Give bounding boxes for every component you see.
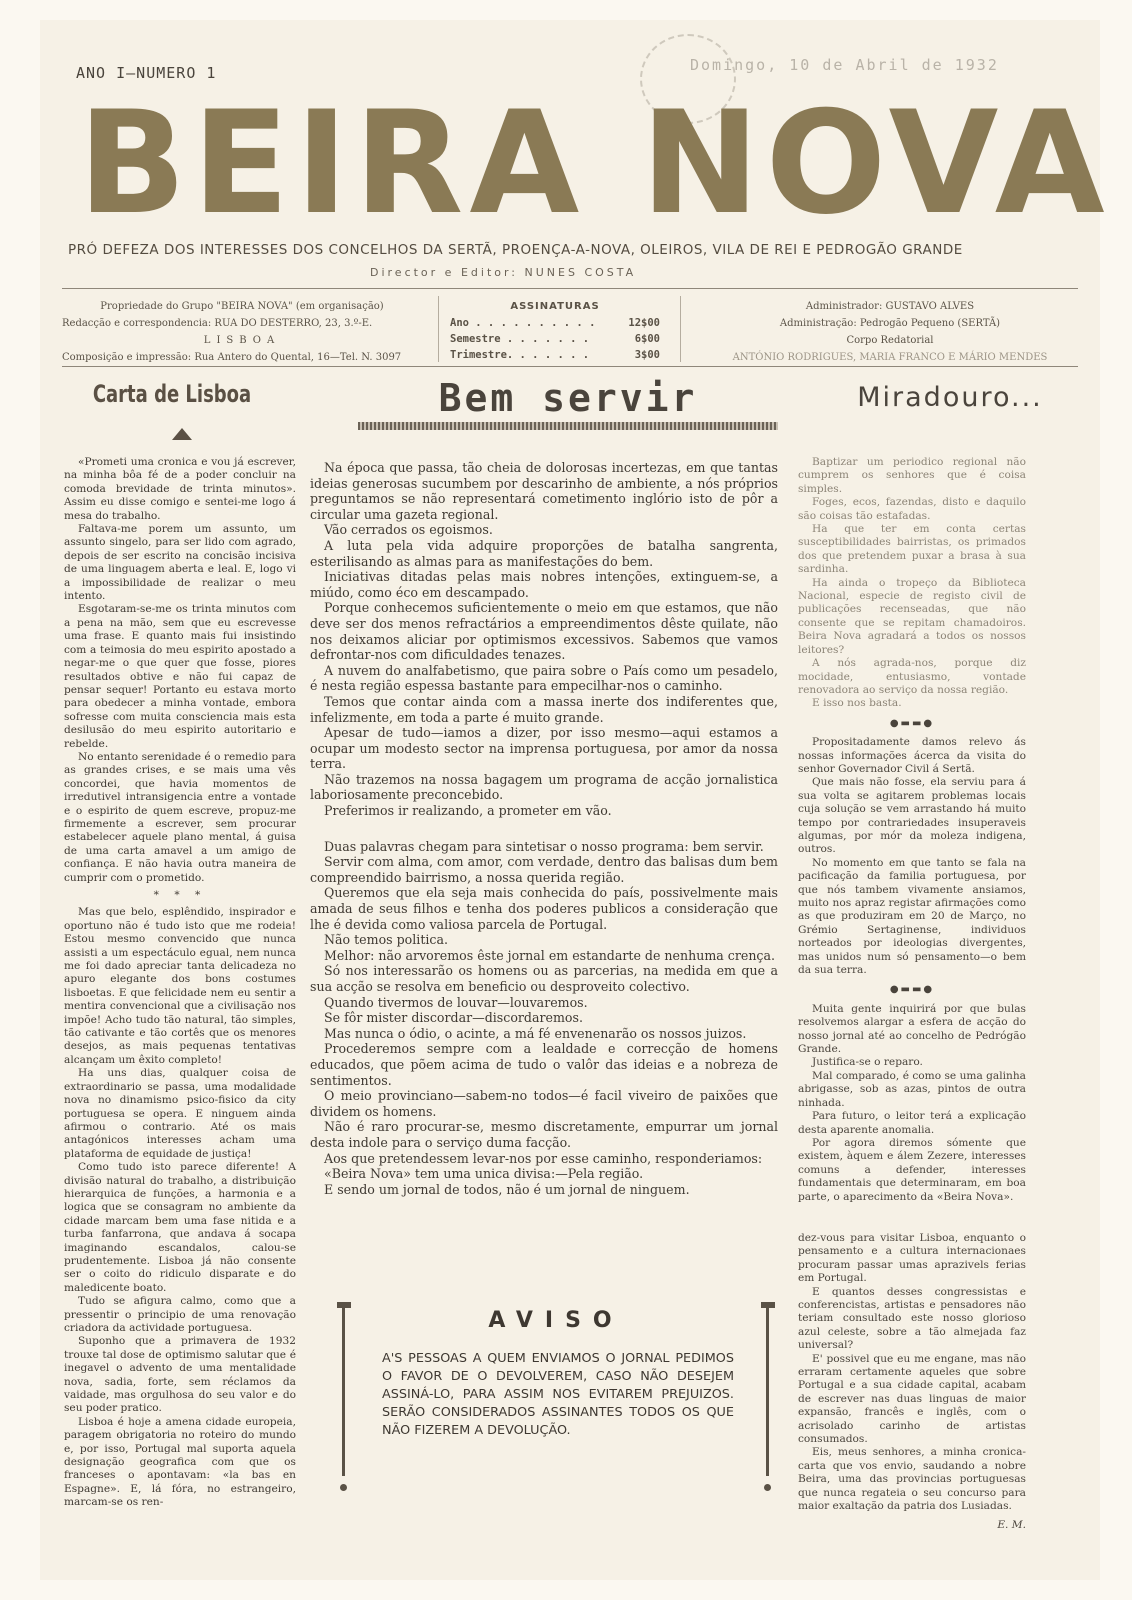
issue-number: ANO I—NUMERO 1 [76,64,217,82]
notice-title: AVISO [488,1308,624,1333]
column-gap [310,819,778,839]
subscription-row: Ano . . . . . . . . . . 12$00 [450,317,660,329]
paragraph: Mas que belo, esplêndido, inspirador e oportuno não é tudo isto que me rodeia! Estou mesmo convencido que nunca assisti a um espectáculo egual, nem nunca me foi dado apreciar tanta delicadeza no apuro elegante dos bons costumes lisboetas. E que felicidade nem eu sentir a mentira convencional que a civilisação nos impõe! Acho tudo tão natural, tão simples, tão cativante e tão cortês que os menores desejos, as mais pequenas tentativas alcançam um êxito completo! [64,906,296,1066]
paragraph: Ha que ter em conta certas susceptibilidades bairristas, os primados dos que pretendem puxar a brasa à sua sardinha. [798,523,1026,576]
paragraph: Foges, ecos, fazendas, disto e daquilo são coisas tão estafadas. [798,496,1026,522]
city-line: LISBOA [203,335,281,346]
paragraph: «Prometi uma cronica e vou já escrever, na minha bôa fé de a poder concluir na comoda brevidade de trinta minutos». Assim eu disse comigo e sentei-me logo á mesa do trabalho. [64,456,296,522]
paragraph: A nuvem do analfabetismo, que paira sobre o País como um pesadelo, é nesta região espessa bastante para empecilhar-nos o caminho. [310,662,778,694]
paragraph: «Beira Nova» tem uma unica divisa:—Pela região. [324,1166,644,1182]
paragraph: Preferimos ir realizando, a prometer em vão. [324,803,612,819]
paragraph: Temos que contar ainda com a massa inerte dos indiferentes que, infelizmente, em toda a parte é muito grande. [310,693,778,725]
paragraph: Na época que passa, tão cheia de dolorosas incertezas, em que tantas ideias generosas sucumbem por descarinho de ambiente, a nós próprios preguntamos se não representará cometimento inglório isto de pôr a circular uma gazeta regional. [310,460,778,522]
paragraph: Esgotaram-se-me os trinta minutos com a pena na mão, sem que eu escrevesse uma frase. E quanto mais fui insistindo com a teimosia do meu espirito apostado a negar-me o que quer que fosse, piores resultados obtive e não fui capaz de pensar sequer! Portanto eu estava morto para obedecer a minha vontade, embora sofresse com muita consciencia mais esta desilusão do meu espirito autoritario e rebelde. [64,603,296,750]
notice-box [336,1304,776,1500]
section-ornament: ●▬▬● [889,984,935,996]
article-carta-de-lisboa [64,456,296,1510]
paragraph: No entanto serenidade é o remedio para as grandes crises, e se mais uma vês concordei, que havia momentos de irredutivel intransigencia entre a vontade e o espirito de quem escreve, propuz-me firmemente a escrever, sem procurar estabelecer aquele plano mental, á guisa de uma carta amavel a um amigo de confiança. E não havia outra maneira de cumprir com o prometido. [64,750,296,884]
paragraph: E isso nos basta. [812,697,902,710]
triangle-ornament-icon [172,428,192,440]
section-ornament: ●▬▬● [889,717,935,729]
paragraph: Que mais não fosse, ela serviu para á sua volta se agitarem problemas locais cuja solução se vem arrastando há muito tempo por contrariedades insuperaveis algumas, por mór da moleza indigena, outros. [798,776,1026,856]
paragraph: Aos que pretendessem levar-nos por esse caminho, responderiamos: [324,1150,763,1166]
paragraph: Ha uns dias, qualquer coisa de extraordinario se passa, uma modalidade nova no dinamismo psico-fisico da city portuguesa se opera. E ninguem ainda afirmou o contrario. Até os mais antagónicos interesses acham uma plataforma de equidade de justiça! [64,1067,296,1160]
paragraph: Ha ainda o tropeço da Biblioteca Nacional, especie de registo civil de publicações recenseadas, que não consente que se repitam chamadoiros. Beira Nova agradará a todos os nossos leitores? [798,576,1026,656]
newspaper-page [40,20,1111,1580]
paragraph: Quando tivermos de louvar—louvaremos. [324,994,588,1010]
column-gap [798,1204,1026,1232]
staff-line: ANTÓNIO RODRIGUES, MARIA FRANCO E MÁRIO MENDES [732,352,1048,363]
paragraph: Servir com alma, com amor, com verdade, dentro das balisas dum bem compreendido bairrismo, a nossa querida região. [310,854,778,885]
section-separator: * * * [153,889,207,901]
dot-ornament-icon [764,1484,771,1491]
paragraph: Apesar de tudo—iamos a dizer, por isso mesmo—aqui estamos a ocupar um modesto sector na imprensa portuguesa, por amor da nossa terra. [310,725,778,772]
paragraph: Por agora diremos sómente que existem, àquem e álem Zezere, interesses comuns a defender, interesses fundamentais que determinaram, em boa parte, o aparecimento da «Beira Nova». [798,1136,1026,1203]
paragraph: Não é raro procurar-se, mesmo discretamente, empurrar um jornal desta indole para o serviço duma facção. [310,1119,778,1150]
paragraph: Tudo se afigura calmo, como que a pressentir o principio de uma renovação criadora da actividade portuguesa. [64,1295,296,1334]
paragraph: Queremos que ela seja mais conhecida do país, possivelmente mais amada de seus filhos e tenha dos poderes publicos a consideração que lhe é devida como valiosa parcela de Portugal. [310,885,778,932]
paragraph: Iniciativas ditadas pelas mais nobres intenções, extinguem-se, a miúdo, como éco em descampado. [310,569,778,600]
paragraph: Melhor: não arvoremos êste jornal em estandarte de nenhuma crença. [324,947,775,963]
administrator-line: Administrador: GUSTAVO ALVES [805,301,975,312]
paragraph: Para futuro, o leitor terá a explicação desta aparente anomalia. [798,1110,1026,1136]
divider [62,288,1078,289]
subscriptions-title: ASSINATURAS [510,301,600,312]
paragraph: E quantos desses congressistas e conferencistas, artistas e pensadores não teriam consultado este nosso glorioso azul celeste, sobre a tão almejada faz universal? [798,1285,1026,1352]
subscription-row: Semestre . . . . . . . 6$00 [450,333,660,345]
subscription-row: Trimestre. . . . . . . 3$00 [450,349,660,361]
paragraph: E' possivel que eu me engane, mas não erraram certamente aqueles que sobre Portugal e a sua cidade capital, acabam de escrever nas duas linguas de maior expansão, francês e inglês, com o acrisolado carinho de artistas consumados. [798,1352,1026,1446]
paragraph: dez-vous para visitar Lisboa, enquanto o pensamento e a cultura internacionaes procuram passar umas aprazivels ferias em Portugal. [798,1231,1026,1285]
dot-ornament-icon [340,1484,347,1491]
subscriptions-box [450,298,660,363]
redaction-line: Redacção e correspondencia: RUA DO DESTERRO, 23, 3.º-E. [62,318,373,329]
paragraph: Porque conhecemos suficientemente o meio em que estamos, que não deve ser dos menos refractários a empreendimentos dêste quilate, não nos deixamos aliciar por optimismos excessivos. Sabemos que vamos defrontar-nos com dificuldades tenazes. [310,600,778,663]
staff-title: Corpo Redatorial [846,335,934,346]
paragraph: No momento em que tanto se fala na pacificação da familia portuguesa, por que nós tambem vivamente ansiamos, muito nos apraz registar afirmações como as que produziram em 20 de Março, no Grémio Sertaginense, individuos norteados por ideologias divergentes, mas unidos num só pensamento—o bem da sua terra. [798,856,1026,977]
paragraph: Propositadamente damos relevo ás nossas informações ácerca da visita do senhor Governador Civil á Sertã. [798,736,1026,775]
paragraph: Muita gente inquirirá por que bulas resolvemos alargar a esfera de acção do nosso jornal até ao concelho de Pedrógão Grande. [798,1002,1026,1056]
signature: E. M. [997,1519,1026,1532]
tagline: PRÓ DEFEZA DOS INTERESSES DOS CONCELHOS DA SERTÃ, PROENÇA-A-NOVA, OLEIROS, VILA DE REI E PEDROGÃO GRANDE [68,242,963,258]
article-bem-servir [310,460,778,1197]
heading-miradouro: Miradouro... [857,382,1043,413]
paragraph: Como tudo isto parece diferente! A divisão natural do trabalho, a distribuição hierarquica de funções, a harmonia e a logica que se consagram no ambiente da cidade marcam bem uma fase nitida e a turba fanfarrona, que andava á socapa imaginando escandalos, calou-se prudentemente. Lisboa já não consente ser o coito do ridiculo disparate e do maledicente boato. [64,1161,296,1294]
administration-line: Administração: Pedrogão Pequeno (SERTÃ) [779,318,1001,329]
paragraph: Procederemos sempre com a lealdade e correcção de homens educados, que põem acima de tudo o valôr das ideias e a nobreza de sentimentos. [310,1041,778,1088]
paragraph: Duas palavras chegam para sintetisar o nosso programa: bem servir. [324,838,764,854]
paragraph: Mas nunca o ódio, o acinte, a má fé envenenarão os nossos juizos. [324,1025,747,1041]
paragraph: Vão cerrados os egoismos. [324,522,493,538]
property-line: Propriedade do Grupo "BEIRA NOVA" (em organisação) [100,301,384,312]
paragraph: O meio provinciano—sabem-no todos—é facil viveiro de paixões que dividem os homens. [310,1088,778,1119]
paragraph: Não temos politica. [324,932,448,948]
paragraph: Se fôr mister discordar—discordaremos. [324,1010,583,1026]
article-miradouro [798,456,1026,1533]
notice-text: A'S PESSOAS A QUEM ENVIAMOS O JORNAL PEDIMOS O FAVOR DE O DEVOLVEREM, CASO NÃO DESEJEM ASSINÁ-LO, PARA ASSIM NOS EVITAREM PREJUIZOS. SERÃO CONSIDERADOS ASSINANTES TODOS OS QUE NÃO FIZEREM A DEVOLUÇÃO. [382,1351,734,1438]
paragraph: Mal comparado, é como se uma galinha abrigasse, sob as azas, pintos de outra ninhada. [798,1069,1026,1109]
paragraph: A luta pela vida adquire proporções de batalha sangrenta, esterilisando as almas para as manifestações do bem. [310,537,778,569]
newspaper-title: BEIRA NOVA [78,81,1111,246]
paragraph: Baptizar um periodico regional não cumprem os senhores que é coisa simples. [798,456,1026,495]
publisher-info [62,298,422,366]
paragraph: Faltava-me porem um assunto, um assunto singelo, para ser lido com agrado, depois de ser escrito na concisão incisiva de uma linguagem aberta e leal. E, logo vi a impossibilidade de realizar o meu intento. [64,523,296,603]
paragraph: Eis, meus senhores, a minha cronica-carta que vos envio, saudando a nobre Beira, uma das provincias portuguesas que nunca regateia o seu concurso para maior exaltação da patria dos Lusiadas. [798,1446,1026,1513]
heading-carta-de-lisboa: Carta de Lisboa [92,380,252,408]
paragraph: Justifica-se o reparo. [812,1056,923,1069]
composition-line: Composição e impressão: Rua Antero do Quental, 16—Tel. N. 3097 [62,352,402,363]
administration-info [700,298,1080,366]
paragraph: Suponho que a primavera de 1932 trouxe tal dose de optimismo salutar que é inegavel o advento de uma mentalidade nova, sadia, forte, sem réclamos da vaidade, mas orgulhosa do seu valor e do seu poder pratico. [64,1335,296,1415]
paragraph: Lisboa é hoje a amena cidade europeia, paragem obrigatoria no roteiro do mundo e, por isso, Portugal mal suporta aquela designação geografica com que os franceses o apontavam: «la bas en Espagne». E, lá fóra, no estrangeiro, marcam-se os ren- [64,1415,296,1509]
heading-bem-servir: Bem servir [438,376,698,420]
paragraph: Não trazemos na nossa bagagem um programa de acção jornalistica laboriosamente preconcebido. [310,771,778,803]
editor-line: Director e Editor: NUNES COSTA [370,266,637,279]
issue-date: Domingo, 10 de Abril de 1932 [690,56,999,74]
divider [680,296,681,362]
divider [62,366,1078,367]
heading-underline [358,422,778,430]
paragraph: E sendo um jornal de todos, não é um jornal de ninguem. [324,1181,690,1197]
divider [438,296,439,362]
paragraph: A nós agrada-nos, porque diz mocidade, entusiasmo, vontade renovadora ao serviço da nossa região. [798,657,1026,696]
paragraph: Só nos interessarão os homens ou as parcerias, na medida em que a sua acção se resolva em beneficio ou desproveito colectivo. [310,963,778,994]
